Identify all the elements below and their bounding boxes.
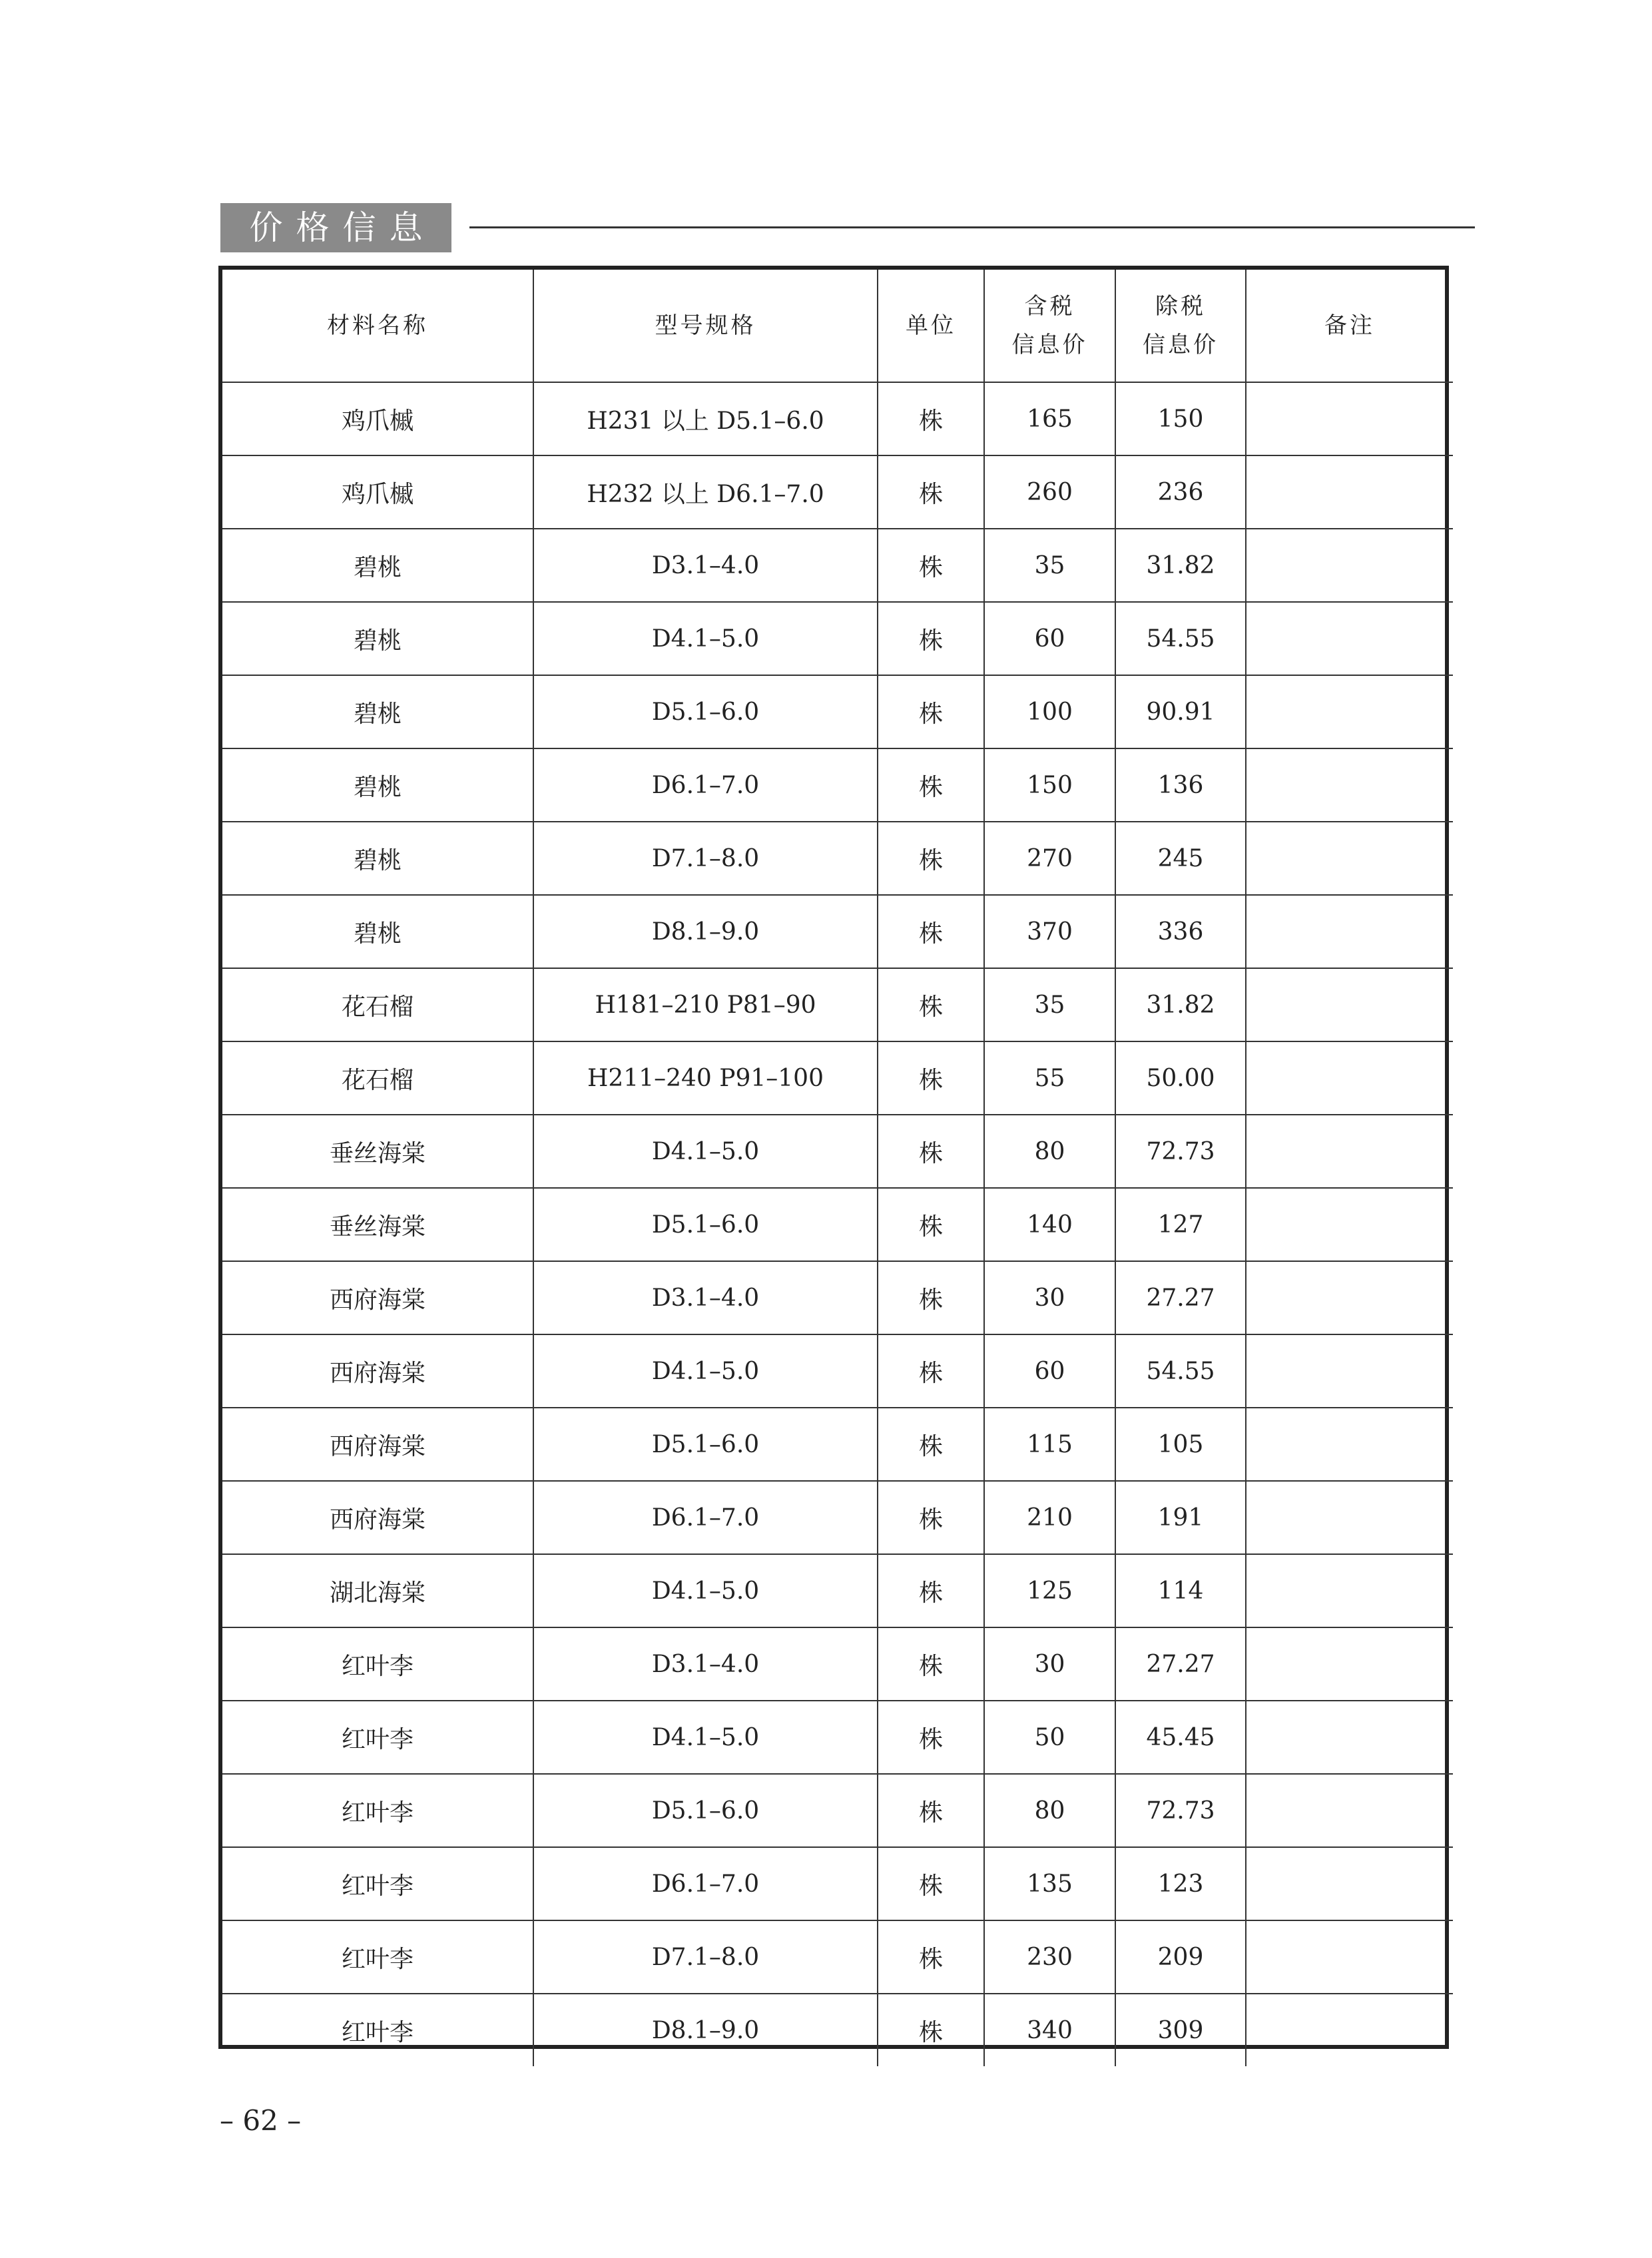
- table-row: [222, 822, 1453, 895]
- cell-tax-included-price: 125: [984, 1554, 1115, 1627]
- header-spec: 型号规格: [533, 270, 878, 382]
- cell-note: [1246, 1188, 1453, 1261]
- cell-unit: 株: [878, 968, 984, 1041]
- cell-unit: 株: [878, 1408, 984, 1481]
- cell-note: [1246, 1408, 1453, 1481]
- header-tax-included-line1: 含税: [1024, 293, 1075, 320]
- cell-unit: 株: [878, 1554, 984, 1627]
- table-row: [222, 1408, 1453, 1481]
- table-row: [222, 1188, 1453, 1261]
- cell-tax-excluded-price: 236: [1115, 455, 1246, 529]
- header-note: 备注: [1246, 270, 1453, 382]
- cell-note: [1246, 1481, 1453, 1554]
- cell-material-name: 红叶李: [222, 1847, 533, 1920]
- cell-unit: 株: [878, 1334, 984, 1408]
- cell-material-name: 花石榴: [222, 1041, 533, 1115]
- cell-tax-excluded-price: 127: [1115, 1188, 1246, 1261]
- cell-note: [1246, 1041, 1453, 1115]
- cell-tax-included-price: 30: [984, 1261, 1115, 1334]
- cell-tax-excluded-price: 54.55: [1115, 1334, 1246, 1408]
- cell-note: [1246, 1774, 1453, 1847]
- cell-spec: H181–210 P81–90: [533, 968, 878, 1041]
- cell-tax-excluded-price: 31.82: [1115, 968, 1246, 1041]
- table-header-row: [222, 270, 1453, 382]
- cell-spec: D8.1–9.0: [533, 895, 878, 968]
- table-row: [222, 455, 1453, 529]
- cell-spec: D5.1–6.0: [533, 1408, 878, 1481]
- cell-unit: 株: [878, 382, 984, 455]
- cell-tax-included-price: 60: [984, 602, 1115, 675]
- cell-material-name: 湖北海棠: [222, 1554, 533, 1627]
- cell-tax-included-price: 230: [984, 1920, 1115, 1994]
- cell-tax-included-price: 270: [984, 822, 1115, 895]
- cell-spec: D5.1–6.0: [533, 1188, 878, 1261]
- cell-unit: 株: [878, 1188, 984, 1261]
- header-unit: 单位: [878, 270, 984, 382]
- cell-material-name: 碧桃: [222, 602, 533, 675]
- table-row: [222, 675, 1453, 748]
- cell-unit: 株: [878, 1920, 984, 1994]
- cell-material-name: 红叶李: [222, 1994, 533, 2066]
- cell-tax-excluded-price: 245: [1115, 822, 1246, 895]
- cell-note: [1246, 1115, 1453, 1188]
- cell-tax-excluded-price: 309: [1115, 1994, 1246, 2066]
- cell-tax-excluded-price: 191: [1115, 1481, 1246, 1554]
- cell-unit: 株: [878, 1701, 984, 1774]
- cell-note: [1246, 1334, 1453, 1408]
- cell-material-name: 碧桃: [222, 675, 533, 748]
- table-row: [222, 968, 1453, 1041]
- cell-tax-excluded-price: 105: [1115, 1408, 1246, 1481]
- cell-spec: D6.1–7.0: [533, 1481, 878, 1554]
- cell-tax-included-price: 165: [984, 382, 1115, 455]
- table-row: [222, 602, 1453, 675]
- cell-unit: 株: [878, 1627, 984, 1701]
- cell-tax-included-price: 115: [984, 1408, 1115, 1481]
- cell-material-name: 红叶李: [222, 1701, 533, 1774]
- cell-spec: D4.1–5.0: [533, 602, 878, 675]
- cell-material-name: 垂丝海棠: [222, 1188, 533, 1261]
- cell-note: [1246, 1554, 1453, 1627]
- header-tax-included-price: [984, 270, 1115, 382]
- cell-tax-excluded-price: 336: [1115, 895, 1246, 968]
- cell-tax-excluded-price: 27.27: [1115, 1261, 1246, 1334]
- table-row: [222, 529, 1453, 602]
- cell-unit: 株: [878, 675, 984, 748]
- cell-material-name: 鸡爪槭: [222, 382, 533, 455]
- header-tax-excluded-line2: 信息价: [1143, 332, 1219, 358]
- table-row: [222, 1334, 1453, 1408]
- cell-spec: D6.1–7.0: [533, 748, 878, 822]
- table-row: [222, 1994, 1453, 2066]
- cell-unit: 株: [878, 1115, 984, 1188]
- cell-material-name: 红叶李: [222, 1920, 533, 1994]
- cell-tax-excluded-price: 114: [1115, 1554, 1246, 1627]
- cell-tax-excluded-price: 27.27: [1115, 1627, 1246, 1701]
- cell-tax-excluded-price: 150: [1115, 382, 1246, 455]
- cell-material-name: 红叶李: [222, 1627, 533, 1701]
- cell-material-name: 碧桃: [222, 895, 533, 968]
- cell-spec: D8.1–9.0: [533, 1994, 878, 2066]
- cell-unit: 株: [878, 1994, 984, 2066]
- cell-material-name: 西府海棠: [222, 1481, 533, 1554]
- cell-spec: H211–240 P91–100: [533, 1041, 878, 1115]
- cell-spec: D7.1–8.0: [533, 1920, 878, 1994]
- cell-tax-included-price: 80: [984, 1774, 1115, 1847]
- table-row: [222, 1847, 1453, 1920]
- cell-tax-excluded-price: 90.91: [1115, 675, 1246, 748]
- cell-tax-excluded-price: 54.55: [1115, 602, 1246, 675]
- cell-note: [1246, 1920, 1453, 1994]
- cell-tax-included-price: 140: [984, 1188, 1115, 1261]
- cell-spec: D3.1–4.0: [533, 529, 878, 602]
- cell-material-name: 垂丝海棠: [222, 1115, 533, 1188]
- cell-tax-included-price: 260: [984, 455, 1115, 529]
- cell-spec: H231 以上 D5.1–6.0: [533, 382, 878, 455]
- cell-tax-included-price: 60: [984, 1334, 1115, 1408]
- table-row: [222, 1554, 1453, 1627]
- cell-tax-included-price: 370: [984, 895, 1115, 968]
- cell-tax-excluded-price: 72.73: [1115, 1115, 1246, 1188]
- table-row: [222, 748, 1453, 822]
- cell-tax-excluded-price: 50.00: [1115, 1041, 1246, 1115]
- cell-tax-included-price: 135: [984, 1847, 1115, 1920]
- cell-tax-excluded-price: 45.45: [1115, 1701, 1246, 1774]
- cell-tax-included-price: 50: [984, 1701, 1115, 1774]
- cell-material-name: 花石榴: [222, 968, 533, 1041]
- cell-material-name: 鸡爪槭: [222, 455, 533, 529]
- price-table-frame: [218, 266, 1449, 2049]
- cell-spec: D4.1–5.0: [533, 1115, 878, 1188]
- cell-spec: D4.1–5.0: [533, 1701, 878, 1774]
- cell-note: [1246, 822, 1453, 895]
- cell-tax-included-price: 210: [984, 1481, 1115, 1554]
- table-row: [222, 895, 1453, 968]
- header-material-name: 材料名称: [222, 270, 533, 382]
- table-row: [222, 1041, 1453, 1115]
- cell-note: [1246, 529, 1453, 602]
- page-number: – 62 –: [220, 2104, 302, 2137]
- cell-tax-included-price: 80: [984, 1115, 1115, 1188]
- cell-spec: D4.1–5.0: [533, 1334, 878, 1408]
- cell-material-name: 西府海棠: [222, 1261, 533, 1334]
- cell-spec: D3.1–4.0: [533, 1261, 878, 1334]
- cell-spec: D5.1–6.0: [533, 1774, 878, 1847]
- cell-spec: H232 以上 D6.1–7.0: [533, 455, 878, 529]
- cell-material-name: 碧桃: [222, 529, 533, 602]
- cell-note: [1246, 748, 1453, 822]
- table-row: [222, 1701, 1453, 1774]
- cell-tax-included-price: 30: [984, 1627, 1115, 1701]
- table-row: [222, 1481, 1453, 1554]
- cell-material-name: 西府海棠: [222, 1408, 533, 1481]
- header-tax-excluded-price: [1115, 270, 1246, 382]
- cell-unit: 株: [878, 602, 984, 675]
- cell-tax-included-price: 35: [984, 968, 1115, 1041]
- cell-spec: D7.1–8.0: [533, 822, 878, 895]
- cell-spec: D6.1–7.0: [533, 1847, 878, 1920]
- cell-tax-included-price: 150: [984, 748, 1115, 822]
- cell-note: [1246, 1847, 1453, 1920]
- cell-material-name: 红叶李: [222, 1774, 533, 1847]
- cell-unit: 株: [878, 1041, 984, 1115]
- price-table: [222, 270, 1453, 2066]
- cell-tax-excluded-price: 209: [1115, 1920, 1246, 1994]
- cell-unit: 株: [878, 822, 984, 895]
- cell-note: [1246, 455, 1453, 529]
- cell-note: [1246, 382, 1453, 455]
- header-tax-included-line2: 信息价: [1011, 332, 1088, 358]
- cell-spec: D4.1–5.0: [533, 1554, 878, 1627]
- cell-note: [1246, 1994, 1453, 2066]
- cell-tax-included-price: 55: [984, 1041, 1115, 1115]
- cell-tax-excluded-price: 123: [1115, 1847, 1246, 1920]
- cell-tax-excluded-price: 136: [1115, 748, 1246, 822]
- section-title-tab: 价格信息: [220, 203, 451, 252]
- cell-unit: 株: [878, 748, 984, 822]
- cell-tax-included-price: 35: [984, 529, 1115, 602]
- table-row: [222, 382, 1453, 455]
- cell-tax-excluded-price: 31.82: [1115, 529, 1246, 602]
- cell-spec: D5.1–6.0: [533, 675, 878, 748]
- cell-note: [1246, 1701, 1453, 1774]
- cell-unit: 株: [878, 1261, 984, 1334]
- cell-material-name: 碧桃: [222, 748, 533, 822]
- cell-tax-excluded-price: 72.73: [1115, 1774, 1246, 1847]
- cell-unit: 株: [878, 1847, 984, 1920]
- cell-tax-included-price: 340: [984, 1994, 1115, 2066]
- header-tax-excluded-line1: 除税: [1155, 293, 1206, 320]
- table-row: [222, 1261, 1453, 1334]
- table-row: [222, 1627, 1453, 1701]
- cell-unit: 株: [878, 1481, 984, 1554]
- cell-unit: 株: [878, 895, 984, 968]
- cell-note: [1246, 895, 1453, 968]
- cell-material-name: 碧桃: [222, 822, 533, 895]
- cell-note: [1246, 968, 1453, 1041]
- cell-note: [1246, 1627, 1453, 1701]
- cell-note: [1246, 1261, 1453, 1334]
- cell-unit: 株: [878, 455, 984, 529]
- cell-spec: D3.1–4.0: [533, 1627, 878, 1701]
- cell-material-name: 西府海棠: [222, 1334, 533, 1408]
- cell-unit: 株: [878, 1774, 984, 1847]
- cell-tax-included-price: 100: [984, 675, 1115, 748]
- cell-unit: 株: [878, 529, 984, 602]
- table-row: [222, 1115, 1453, 1188]
- cell-note: [1246, 675, 1453, 748]
- header-rule: [469, 226, 1475, 228]
- table-row: [222, 1920, 1453, 1994]
- cell-note: [1246, 602, 1453, 675]
- table-row: [222, 1774, 1453, 1847]
